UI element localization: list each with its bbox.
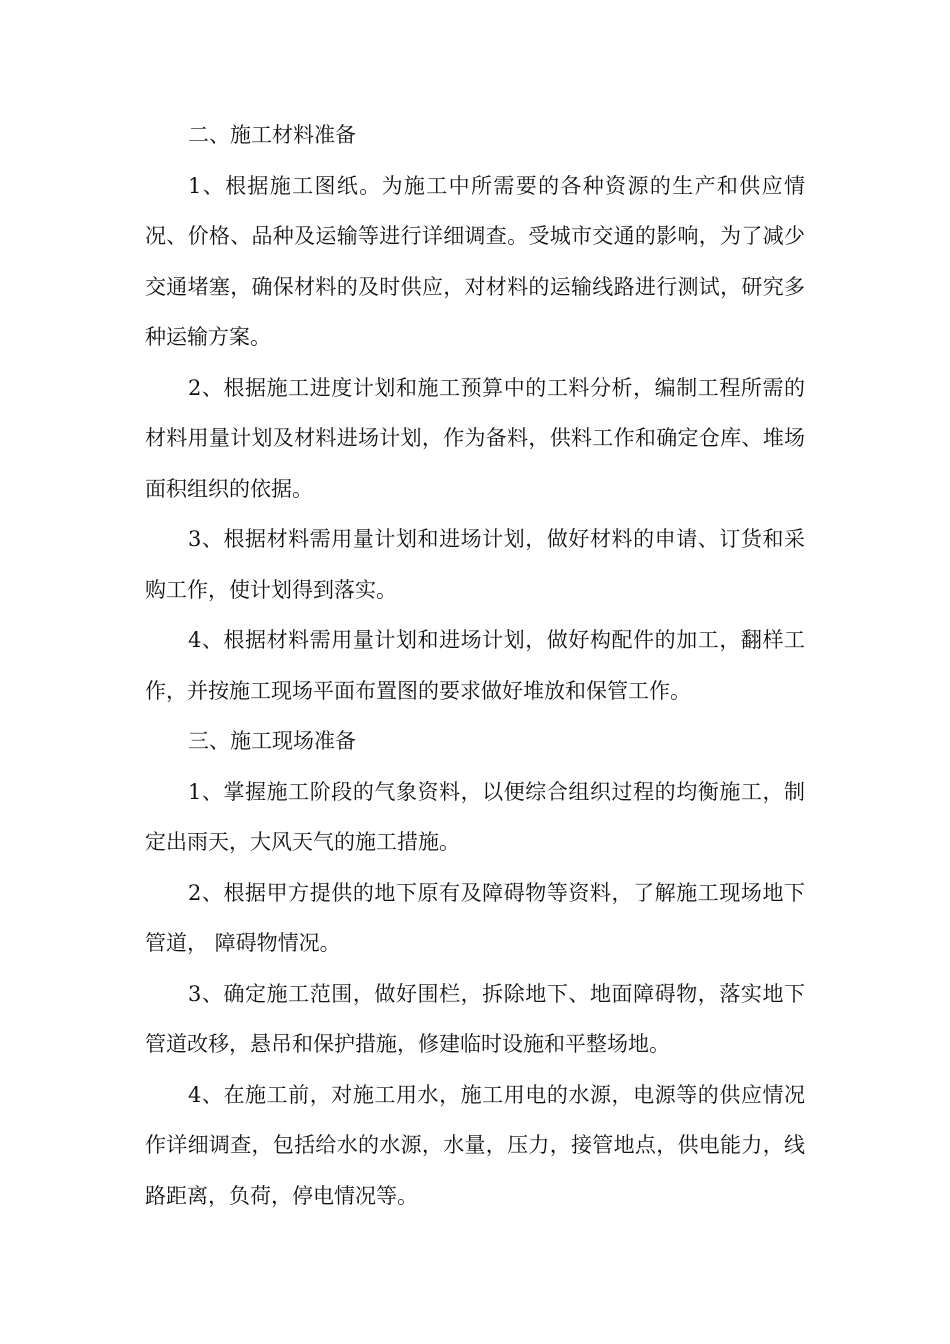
paragraph: 3、根据材料需用量计划和进场计划，做好材料的申请、订货和采购工作，使计划得到落实。 (145, 527, 805, 602)
paragraph: 4、根据材料需用量计划和进场计划，做好构配件的加工，翻样工作，并按施工现场平面布置图的要求做好堆放和保管工作。 (145, 628, 805, 703)
section-heading-materials: 二、施工材料准备 (188, 123, 356, 147)
paragraph: 1、掌握施工阶段的气象资料，以便综合组织过程的均衡施工，制定出雨天，大风天气的施工措施。 (145, 779, 805, 854)
paragraph: 4、在施工前，对施工用水，施工用电的水源，电源等的供应情况作详细调查，包括给水的水源，水量，压力，接管地点，供电能力，线路距离，负荷，停电情况等。 (145, 1082, 805, 1208)
section-heading-site: 三、施工现场准备 (188, 729, 356, 753)
paragraph: 3、确定施工范围，做好围栏，拆除地下、地面障碍物，落实地下管道改移，悬吊和保护措施，修建临时设施和平整场地。 (145, 981, 805, 1056)
paragraph: 2、根据甲方提供的地下原有及障碍物等资料，了解施工现场地下管道， 障碍物情况。 (145, 880, 805, 955)
document-body (145, 110, 805, 1221)
paragraph: 2、根据施工进度计划和施工预算中的工料分析，编制工程所需的材料用量计划及材料进场计划，作为备料，供料工作和确定仓库、堆场面积组织的依据。 (145, 375, 805, 501)
paragraph: 1、根据施工图纸。为施工中所需要的各种资源的生产和供应情况、价格、品种及运输等进行详细调查。受城市交通的影响，为了减少交通堵塞，确保材料的及时供应，对材料的运输线路进行测试，研究多种运输方案。 (145, 173, 805, 349)
